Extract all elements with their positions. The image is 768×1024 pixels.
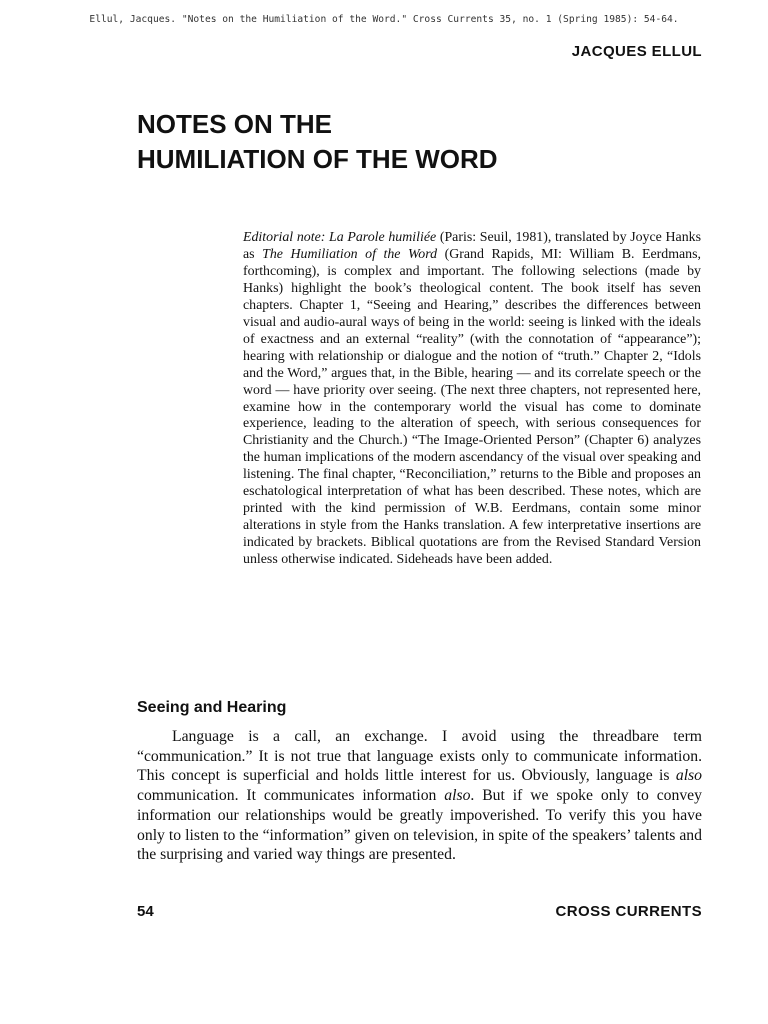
article-title — [137, 107, 498, 177]
citation-line: Ellul, Jacques. "Notes on the Humiliation of the Word." Cross Currents 35, no. 1 (Spring 1985): 54-64. — [89, 14, 679, 25]
article-title-line-2: HUMILIATION OF THE WORD — [137, 144, 498, 174]
body-text: Language is a call, an exchange. I avoid using the threadbare term “communication.” It is not true that language exists only to communicate information. This concept is superficial and holds little interest for us. Obviously, language is — [137, 728, 702, 785]
body-emphasis: also — [675, 767, 702, 785]
editorial-note-text: (Paris: Seuil, 1981), translated by Joyce Hanks as — [243, 230, 701, 262]
editorial-note-text: (Grand Rapids, MI: William B. Eerdmans, forthcoming), is complex and important. The following selections (made by Hanks) highlight the book’s theological content. The book itself has seven chapters. Chapter 1, “Seeing and Hearing,” describes the differences between visual and audio-aural ways of being in the world: seeing is linked with the ideals of exactness and an external “reality” (with the connotation of “appearance”); hearing with relationship or dialogue and the notion of “truth.” Chapter 2, “Idols and the Word,” argues that, in the Bible, hearing — and its correlate speech or the word — have priority over seeing. (The next three chapters, not represented here, examine how in the contemporary world the visual has come to dominate experience, leading to the alteration of speech, with serious consequences for Christianity and the Church.) “The Image-Oriented Person” (Chapter 6) analyzes the human implications of the modern ascendancy of the visual over speaking and listening. The final chapter, “Reconciliation,” returns to the Bible and proposes an eschatological interpretation of what has been described. These notes, which are printed with the kind permission of W.B. Eerdmans, contain some minor alterations in style from the Hanks translation. A few interpretative insertions are indicated by brackets. Biblical quotations are from the Revised Standard Version unless otherwise indicated. Sideheads have been added. — [243, 246, 701, 568]
article-title-line-1: NOTES ON THE — [137, 109, 333, 139]
section-heading: Seeing and Hearing — [137, 699, 287, 716]
body-emphasis: also — [444, 787, 471, 805]
editorial-note-italic-lead: Editorial note: La Parole humiliée — [243, 230, 437, 245]
editorial-note-book-title: The Humiliation of the Word — [262, 246, 438, 262]
running-head-author: JACQUES ELLUL — [571, 43, 702, 60]
body-text: communication. It communicates information — [137, 787, 445, 805]
page-number: 54 — [137, 903, 154, 920]
editorial-note — [243, 230, 701, 569]
journal-name: CROSS CURRENTS — [555, 903, 702, 920]
body-paragraph — [137, 727, 702, 865]
body-text: . But if we spoke only to convey information our relationships would be greatly impoverished. To verify this you have only to listen to the “information” given on television, in spite of the speakers’ talents and the surprising and varied way things are presented. — [137, 787, 702, 864]
